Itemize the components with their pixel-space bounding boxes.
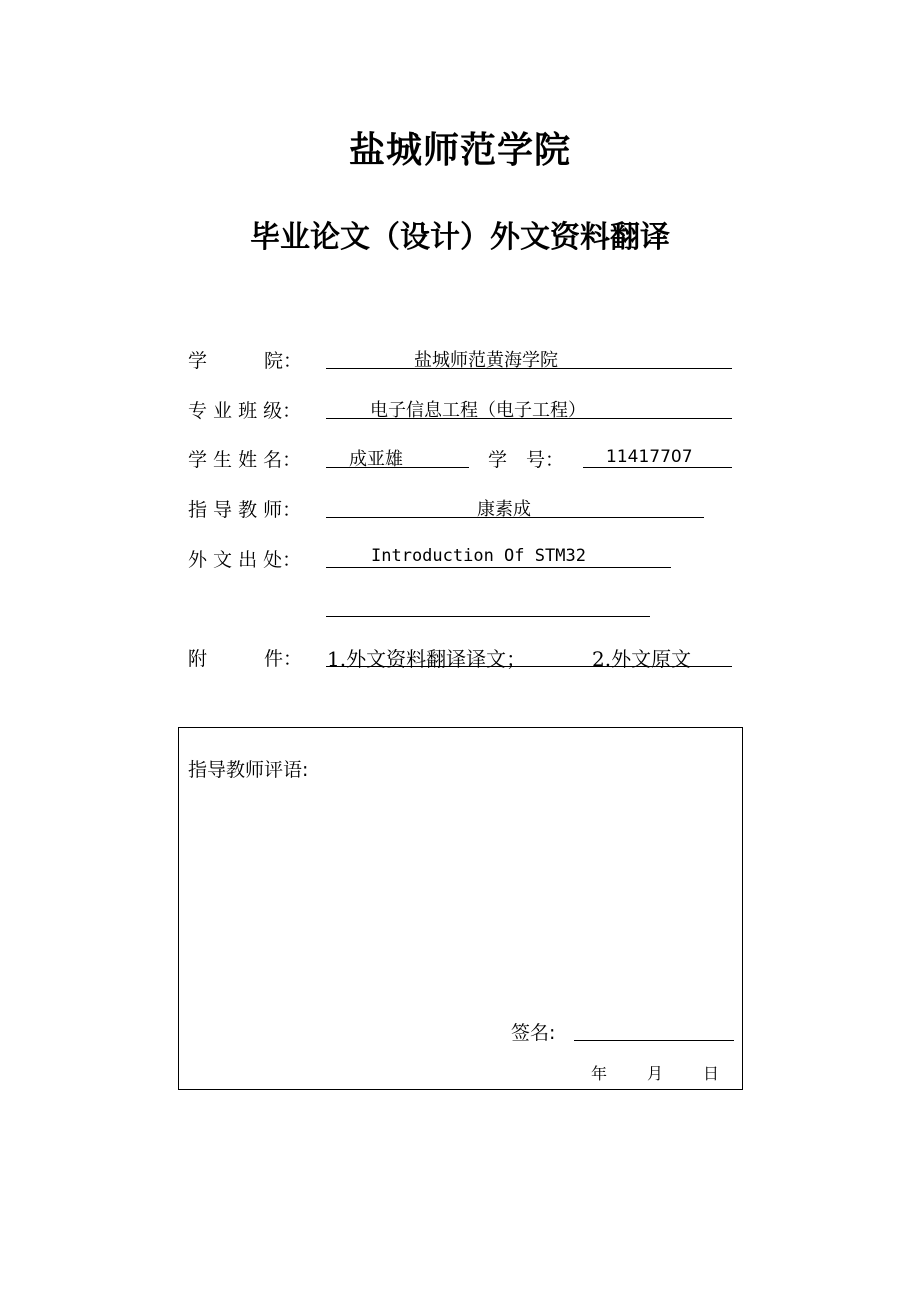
attachment-value-2: 2.外文原文	[592, 647, 692, 671]
student-name-label: 学 生 姓 名：	[188, 449, 302, 471]
date-day-label: 日	[703, 1064, 720, 1083]
advisor-comments-box	[178, 727, 743, 1090]
student-id-value: 11417707	[606, 447, 693, 467]
signature-field	[574, 1018, 734, 1041]
college-value: 盐城师范黄海学院	[414, 350, 558, 371]
attachment-value-1: 1.外文资料翻译译文；	[327, 647, 527, 671]
document-subtitle: 毕业论文（设计）外文资料翻译	[250, 220, 670, 255]
student-name-value: 成亚雄	[349, 449, 403, 470]
college-label: 学 院：	[188, 350, 303, 372]
signature-label: 签名:	[511, 1022, 556, 1044]
source-field-extra-line	[326, 594, 650, 617]
major-label: 专 业 班 级：	[188, 400, 302, 422]
advisor-value: 康素成	[477, 499, 531, 520]
date-year-label: 年	[591, 1064, 608, 1083]
date-month-label: 月	[647, 1064, 664, 1083]
student-id-label: 学 号：	[488, 449, 565, 471]
source-label: 外 文 出 处：	[188, 549, 302, 571]
major-value: 电子信息工程（电子工程）	[370, 400, 586, 421]
source-value: Introduction Of STM32	[371, 546, 586, 566]
advisor-label: 指 导 教 师：	[188, 499, 302, 521]
institution-title: 盐城师范学院	[348, 130, 571, 171]
attachment-label: 附 件：	[188, 648, 303, 670]
advisor-comments-title: 指导教师评语:	[188, 759, 309, 781]
